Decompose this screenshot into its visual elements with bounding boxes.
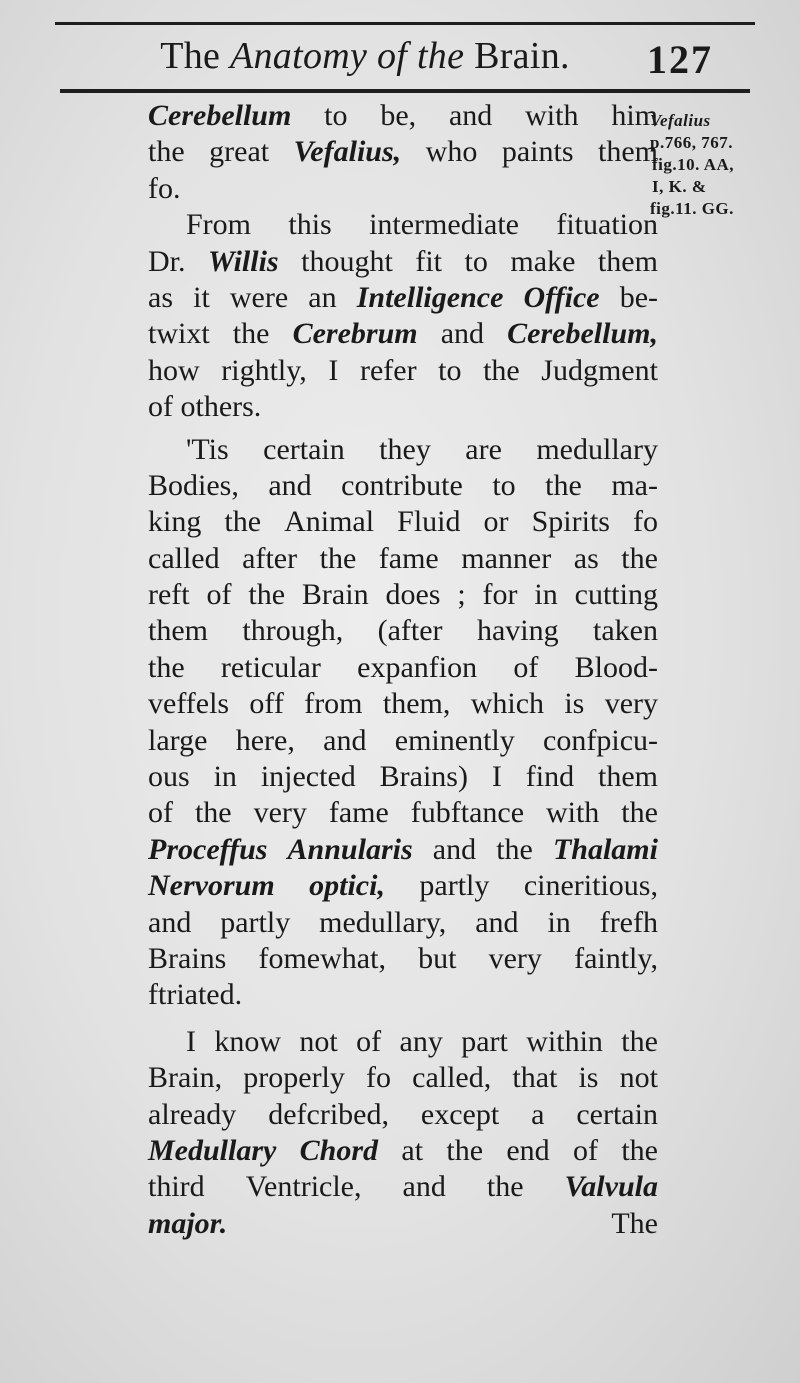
text-line: of the very fame fubftance with the [148, 796, 658, 830]
marginal-note-line: I, K. & [652, 177, 707, 196]
text-line: Bodies, and contribute to the ma- [148, 468, 658, 502]
text-line: them through, (after having taken [148, 614, 658, 648]
text-line: ous in injected Brains) I find them [148, 760, 658, 794]
marginal-note-line: fig.10. AA, [652, 155, 734, 174]
text-line: king the Animal Fluid or Spirits fo [148, 505, 658, 539]
header-bottom-rule [60, 89, 750, 93]
running-title: The Anatomy of the Brain. [160, 35, 570, 77]
text-line: Brains fomewhat, but very faintly, [148, 941, 658, 975]
marginal-note-line: fig.11. GG. [650, 199, 734, 218]
text-line: already defcribed, except a certain [148, 1097, 658, 1131]
marginal-note [650, 110, 780, 220]
text-line: reft of the Brain does ; for in cutting [148, 578, 658, 612]
text-line: Brain, properly fo called, that is not [148, 1061, 658, 1095]
text-line: Nervorum optici, partly cineritious, [148, 869, 658, 903]
text-line: Proceffus Annularis and the Thalami [148, 832, 658, 866]
text-line: the great Vefalius, who paints them [148, 135, 658, 169]
text-line: as it were an Intelligence Office be- [148, 280, 658, 314]
marginal-note-line: Vefalius [650, 111, 711, 130]
text-line: the reticular expanfion of Blood- [148, 650, 658, 684]
text-line: how rightly, I refer to the Judgment [148, 353, 658, 387]
text-line: major. The [148, 1206, 658, 1242]
header-top-rule [55, 22, 755, 25]
text-line: large here, and eminently confpicu- [148, 723, 658, 757]
text-line: of others. [148, 390, 262, 424]
text-line: 'Tis certain they are medullary [186, 432, 658, 466]
text-line: called after the fame manner as the [148, 541, 658, 575]
page-number: 127 [647, 37, 713, 82]
text-line: third Ventricle, and the Valvula [148, 1170, 658, 1204]
text-line: From this intermediate fituation [186, 208, 658, 242]
text-line: twixt the Cerebrum and Cerebellum, [148, 317, 658, 351]
text-line: ftriated. [148, 978, 243, 1012]
text-line: fo. [148, 171, 181, 205]
text-line: I know not of any part within the [186, 1024, 658, 1058]
text-line: Cerebellum to be, and with him [148, 99, 658, 132]
text-line: Dr. Willis thought fit to make them [148, 244, 658, 278]
marginal-note-line: p.766, 767. [650, 133, 733, 152]
text-line: veffels off from them, which is very [148, 687, 658, 721]
text-line: Medullary Chord at the end of the [148, 1133, 658, 1167]
catchword: The [611, 1206, 658, 1240]
text-line: and partly medullary, and in frefh [148, 905, 658, 939]
body-text [148, 98, 658, 1242]
